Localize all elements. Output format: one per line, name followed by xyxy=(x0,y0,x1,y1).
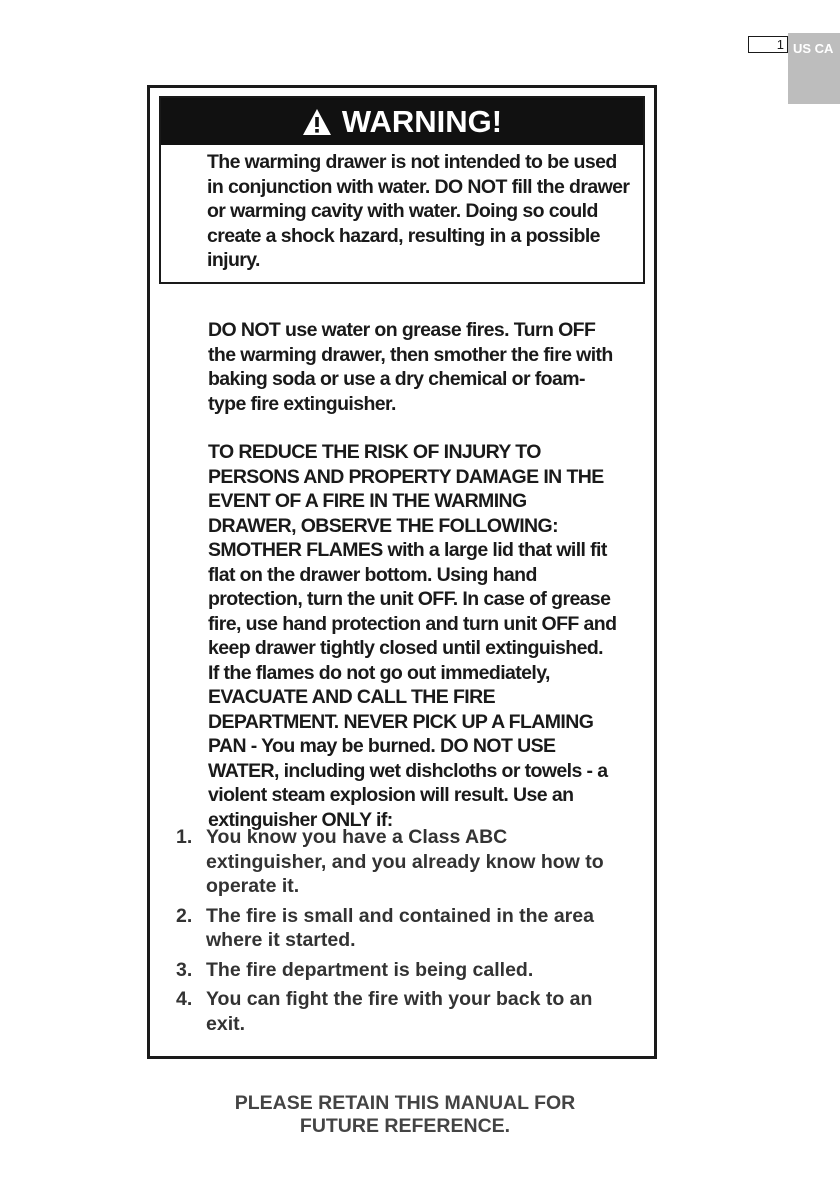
region-label: US CA xyxy=(793,41,834,56)
list-item xyxy=(176,958,626,983)
list-item-text: You know you have a Class ABC extinguisher, and you already know how to operate it. xyxy=(206,826,604,897)
list-item-text: The fire department is being called. xyxy=(206,958,534,981)
extinguisher-conditions-list xyxy=(176,825,626,1041)
list-item xyxy=(176,987,626,1036)
warning-text: The warming drawer is not intended to be used in conjunction with water. DO NOT fill the drawer or warming cavity with water. Doing so could create a shock hazard, resulting in a possible injury. xyxy=(207,151,630,271)
page-number: 1 xyxy=(748,36,788,53)
warning-header xyxy=(161,98,643,145)
list-item-number: 2. xyxy=(176,904,193,927)
list-item xyxy=(176,904,626,953)
region-tab xyxy=(788,33,840,104)
warning-title: WARNING! xyxy=(341,103,503,139)
list-item-number: 1. xyxy=(176,826,193,848)
list-item-number: 4. xyxy=(176,988,193,1010)
list-item-number: 3. xyxy=(176,958,193,981)
footer-line-1: PLEASE RETAIN THIS MANUAL FOR xyxy=(234,1092,576,1114)
list-item xyxy=(176,825,626,899)
fire-risk-paragraph: TO REDUCE THE RISK OF INJURY TO PERSONS AND PROPERTY DAMAGE IN THE EVENT OF A FIRE IN THE WARMING DRAWER, OBSERVE THE FOLLOWING: SMOTHER FLAMES with a large lid that will fit flat on the drawer bottom. Using hand protection, turn the unit OFF. In case of grease fire, use hand protection and turn unit OFF and keep drawer tightly closed until extinguished. If the flames do not go out immediately, EVACUATE AND CALL THE FIRE DEPARTMENT. NEVER PICK UP A FLAMING PAN - You may be burned. DO NOT USE WATER, including wet dishcloths or towels - a violent steam explosion will result. Use an extinguisher ONLY if: xyxy=(208,441,617,831)
list-item-text: You can fight the fire with your back to an exit. xyxy=(206,988,593,1035)
grease-fire-paragraph: DO NOT use water on grease fires. Turn OFF the warming drawer, then smother the fire with baking soda or use a dry chemical or foam-type fire extinguisher. xyxy=(208,319,613,415)
warning-box xyxy=(159,96,645,284)
list-item-text: The fire is small and contained in the area where it started. xyxy=(206,904,594,951)
footer-line-2: FUTURE REFERENCE. xyxy=(299,1115,511,1137)
warning-triangle-icon xyxy=(302,108,332,136)
retain-manual-notice xyxy=(150,1092,660,1138)
